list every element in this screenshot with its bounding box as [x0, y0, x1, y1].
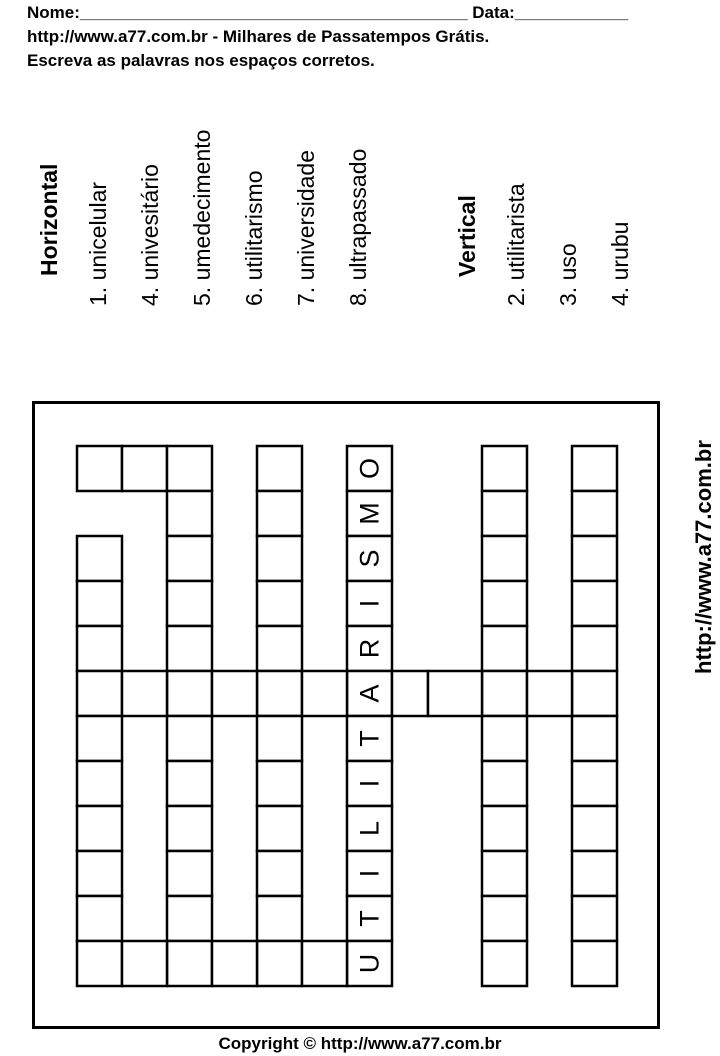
grid-cell[interactable] [77, 581, 122, 626]
grid-cell[interactable] [257, 491, 302, 536]
grid-cell[interactable] [122, 941, 167, 986]
grid-cell[interactable] [257, 671, 302, 716]
grid-letter: S [354, 549, 385, 568]
grid-cell[interactable] [167, 716, 212, 761]
grid-cell[interactable] [482, 941, 527, 986]
grid-cell[interactable] [167, 491, 212, 536]
grid-cell[interactable] [77, 851, 122, 896]
grid-letter: O [354, 457, 385, 480]
grid-cell[interactable] [572, 716, 617, 761]
grid-cell[interactable] [572, 851, 617, 896]
grid-letter: M [354, 502, 385, 525]
horizontal-clue: 6. utilitarismo [241, 170, 267, 306]
grid-letter: I [354, 869, 385, 878]
grid-cell[interactable] [572, 896, 617, 941]
horizontal-clue: 4. univesitário [137, 164, 163, 306]
side-url: http://www.a77.com.br [691, 440, 716, 674]
grid-cell[interactable] [167, 941, 212, 986]
grid-cell[interactable] [212, 671, 257, 716]
grid-cell[interactable] [302, 941, 347, 986]
grid-cell[interactable] [167, 626, 212, 671]
grid-cell[interactable] [482, 896, 527, 941]
grid-cell[interactable] [482, 761, 527, 806]
grid-cell[interactable] [572, 581, 617, 626]
site-title: http://www.a77.com.br - Milhares de Passatempos Grátis. [27, 27, 490, 46]
grid-cell[interactable] [167, 536, 212, 581]
grid-cell[interactable] [77, 536, 122, 581]
grid-cell[interactable] [482, 446, 527, 491]
horizontal-clue: 8. ultrapassado [345, 148, 371, 306]
grid-cell[interactable] [572, 941, 617, 986]
grid-letter: T [354, 910, 385, 927]
grid-cell[interactable] [167, 446, 212, 491]
grid-cell[interactable] [572, 761, 617, 806]
grid-cell[interactable] [572, 671, 617, 716]
grid-cell[interactable] [482, 806, 527, 851]
grid-cell[interactable] [527, 671, 572, 716]
horizontal-title: Horizontal [36, 163, 62, 276]
instructions: Escreva as palavras nos espaços corretos. [27, 51, 375, 70]
grid-cell[interactable] [572, 806, 617, 851]
grid-cell[interactable] [77, 761, 122, 806]
grid-cell[interactable] [167, 896, 212, 941]
grid-cell[interactable] [257, 941, 302, 986]
grid-cell[interactable] [257, 896, 302, 941]
grid-cell[interactable] [167, 581, 212, 626]
grid-cell[interactable] [77, 806, 122, 851]
grid-letter: R [354, 638, 385, 659]
name-date-line: Nome:_________________________________________ Data:____________ [27, 3, 629, 22]
grid-letter: U [354, 953, 385, 974]
grid-letter: A [354, 684, 385, 703]
grid-cell[interactable] [77, 626, 122, 671]
grid-cell[interactable] [572, 536, 617, 581]
grid-cell[interactable] [77, 896, 122, 941]
grid-cell[interactable] [77, 941, 122, 986]
horizontal-clue: 5. umedecimento [189, 129, 215, 306]
grid-cell[interactable] [257, 851, 302, 896]
grid-cell[interactable] [572, 446, 617, 491]
horizontal-clue: 1. unicelular [85, 181, 111, 306]
grid-cell[interactable] [428, 671, 482, 716]
grid-cell[interactable] [167, 806, 212, 851]
grid-cell[interactable] [122, 446, 167, 491]
vertical-clue: 4. urubu [607, 221, 633, 306]
grid-cell[interactable] [77, 716, 122, 761]
horizontal-clue: 7. universidade [293, 150, 319, 306]
vertical-clue: 2. utilitarista [503, 183, 529, 306]
grid-cell[interactable] [392, 671, 428, 716]
grid-cell[interactable] [257, 761, 302, 806]
grid-cell[interactable] [167, 671, 212, 716]
grid-cell[interactable] [122, 671, 167, 716]
grid-cell[interactable] [257, 536, 302, 581]
grid-cell[interactable] [257, 626, 302, 671]
grid-letter: L [354, 820, 385, 837]
grid-cell[interactable] [167, 851, 212, 896]
grid-cell[interactable] [482, 581, 527, 626]
vertical-clue: 3. uso [555, 243, 581, 306]
grid-letter: I [354, 779, 385, 788]
grid-cell[interactable] [257, 446, 302, 491]
grid-cell[interactable] [257, 806, 302, 851]
vertical-title: Vertical [454, 195, 480, 277]
grid-cell[interactable] [257, 716, 302, 761]
grid-letter: T [354, 730, 385, 747]
grid-letter: I [354, 599, 385, 608]
grid-cell[interactable] [482, 491, 527, 536]
grid-cell[interactable] [482, 851, 527, 896]
grid-cell[interactable] [482, 671, 527, 716]
grid-cell[interactable] [167, 761, 212, 806]
grid-cell[interactable] [257, 581, 302, 626]
grid-cell[interactable] [482, 716, 527, 761]
grid-cell[interactable] [482, 536, 527, 581]
copyright: Copyright © http://www.a77.com.br [218, 1034, 502, 1053]
grid-cell[interactable] [212, 941, 257, 986]
grid-cell[interactable] [482, 626, 527, 671]
grid-cell[interactable] [572, 626, 617, 671]
grid-cell[interactable] [572, 491, 617, 536]
grid-cell[interactable] [77, 671, 122, 716]
grid-cell[interactable] [77, 446, 122, 491]
grid-cell[interactable] [302, 671, 347, 716]
